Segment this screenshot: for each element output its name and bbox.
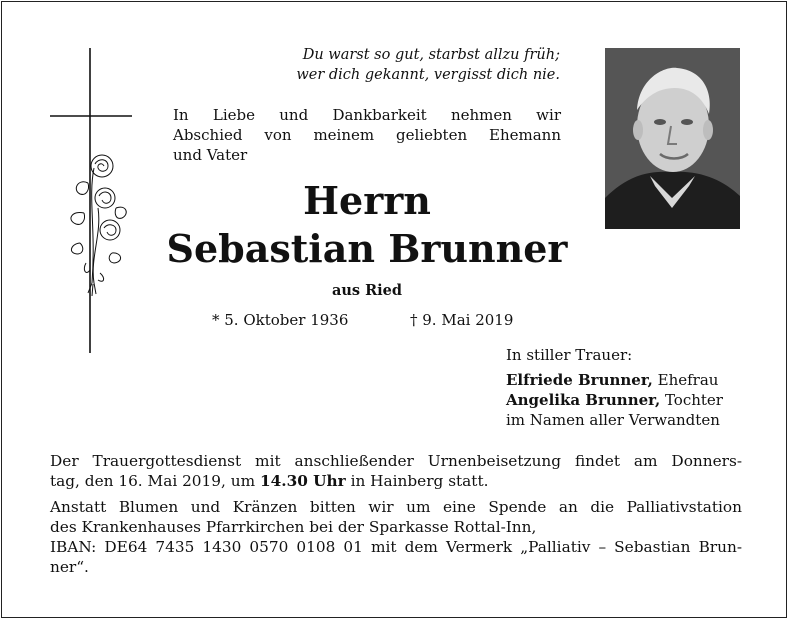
service-date-text: tag, den 16. Mai 2019, um: [50, 472, 260, 490]
mourner-2-name: Angelika Brunner,: [506, 391, 661, 409]
portrait-photo: [605, 48, 740, 229]
donation-iban-line: IBAN: DE64 7435 1430 0570 0108 01 mit dem Vermerk „Palliativ – Sebastian Brun-: [50, 538, 742, 556]
mourner-1-name: Elfriede Brunner,: [506, 371, 653, 389]
mourner-2-role: Tochter: [660, 391, 723, 409]
motto-line-2: wer dich gekannt, vergisst dich nie.: [296, 67, 560, 83]
mourner-2: [506, 390, 723, 410]
birth-date: * 5. Oktober 1936: [212, 311, 349, 329]
donation-line-1: Anstatt Blumen und Kränzen bitten wir um eine Spende an die Palliativstation: [50, 498, 742, 516]
cross-with-roses-icon: [50, 48, 132, 353]
donation-line-4: ner“.: [50, 558, 89, 576]
portrait-image: [605, 48, 740, 229]
deceased-name: Sebastian Brunner: [166, 226, 568, 271]
death-date: † 9. Mai 2019: [410, 311, 514, 329]
service-line-2: [50, 471, 742, 491]
mourner-1: [506, 370, 718, 390]
service-time: 14.30 Uhr: [259, 472, 346, 490]
origin-text: aus Ried: [331, 282, 403, 299]
service-place-text: in Hainberg statt.: [345, 472, 489, 490]
intro-line-1: In Liebe und Dankbarkeit nehmen wir: [173, 106, 561, 124]
motto-line-1: Du warst so gut, starbst allzu früh;: [302, 47, 560, 63]
mourners-heading: In stiller Trauer:: [506, 346, 633, 364]
intro-line-3: und Vater: [173, 146, 248, 164]
mourner-1-role: Ehefrau: [652, 371, 719, 389]
intro-line-2: Abschied von meinem geliebten Ehemann: [173, 126, 561, 144]
donation-line-2: des Krankenhauses Pfarrkirchen bei der Sparkasse Rottal-Inn,: [50, 518, 537, 536]
mourners-others: im Namen aller Verwandten: [506, 411, 720, 429]
salutation: Herrn: [303, 178, 431, 223]
intro-text: [173, 105, 561, 165]
service-line-1: Der Trauergottesdienst mit anschließender Urnenbeisetzung findet am Donners-: [50, 452, 742, 470]
